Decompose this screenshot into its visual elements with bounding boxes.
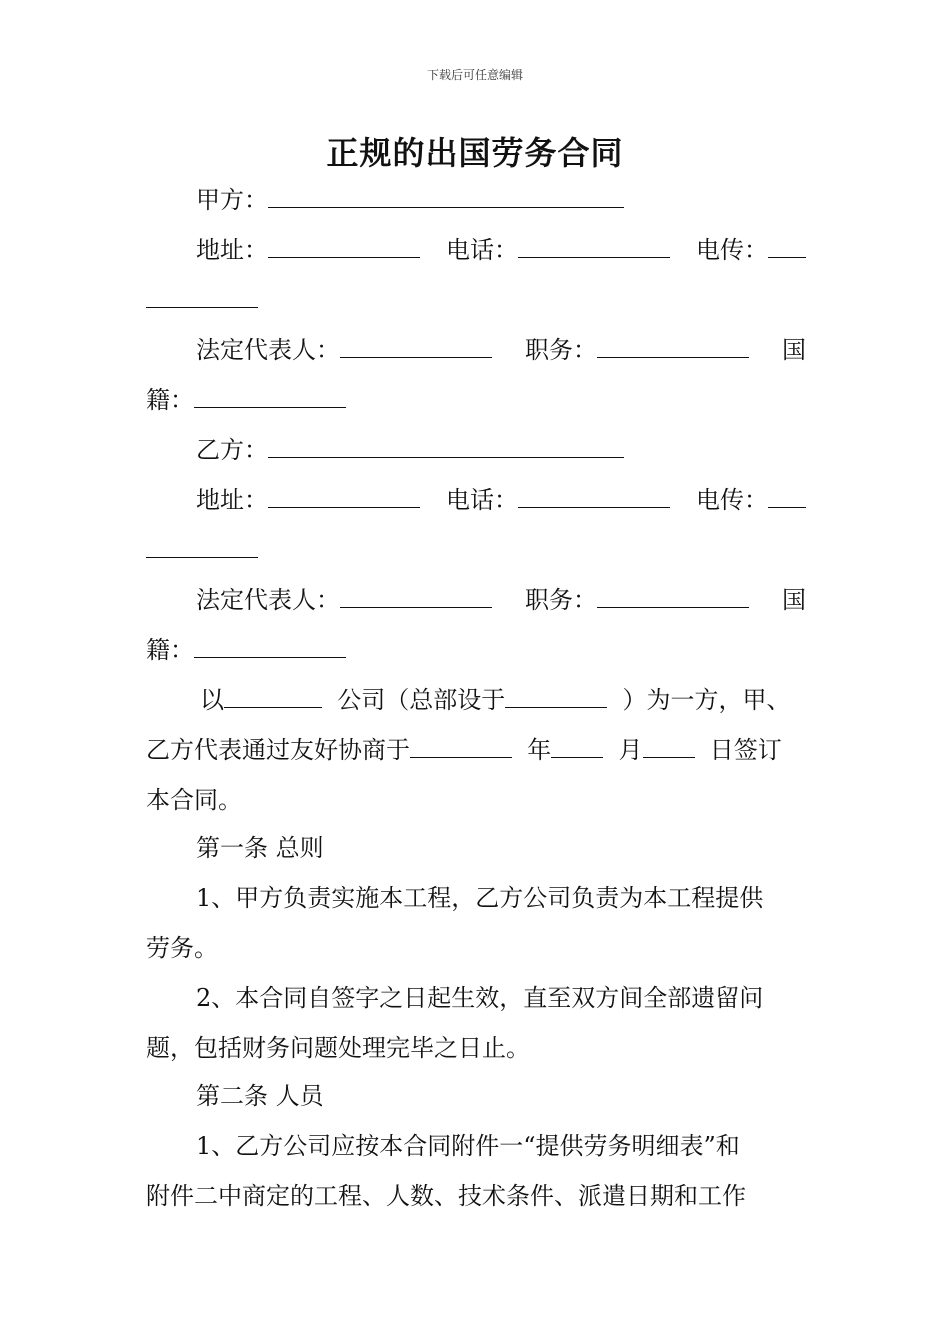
day-blank[interactable] xyxy=(643,735,695,758)
article-1-p1-line-1: 1、甲方负责实施本工程，乙方公司负责为本工程提供 xyxy=(196,884,764,912)
party-a-nation-line: 籍： xyxy=(146,384,810,416)
party-a-fax-continued xyxy=(146,284,810,316)
party-a-phone-blank[interactable] xyxy=(518,235,670,258)
party-a-position: 职务： xyxy=(525,334,749,366)
party-a-nation: 国 xyxy=(782,336,806,364)
party-b-nation-line: 籍： xyxy=(146,634,810,666)
party-b-line xyxy=(196,434,860,466)
document-title: 正规的出国劳务合同 xyxy=(326,134,624,172)
article-1-p1-line-2: 劳务。 xyxy=(146,934,218,962)
party-a-legal-rep: 法定代表人： xyxy=(196,334,492,366)
article-1-p2-line-2: 题，包括财务问题处理完毕之日止。 xyxy=(146,1034,530,1062)
party-b-nation-blank[interactable] xyxy=(194,635,346,658)
article-1-heading: 第一条 总则 xyxy=(196,834,324,862)
party-b-rep-blank[interactable] xyxy=(340,585,492,608)
party-a-rep-blank[interactable] xyxy=(340,335,492,358)
party-b-phone: 电话： xyxy=(446,484,670,516)
party-a-contact-line xyxy=(196,234,806,266)
party-b-fax-blank[interactable] xyxy=(768,485,806,508)
party-b-address-blank[interactable] xyxy=(268,485,420,508)
party-b-fax-continued xyxy=(146,534,810,566)
party-b-label: 乙方： xyxy=(196,436,268,464)
party-b-blank[interactable] xyxy=(268,435,624,458)
party-a-label: 甲方： xyxy=(196,186,268,214)
party-b-address: 地址： xyxy=(196,484,420,516)
party-a-nation-blank[interactable] xyxy=(194,385,346,408)
intro-line-3: 本合同。 xyxy=(146,786,242,814)
party-b-rep-line xyxy=(196,584,806,616)
year-blank[interactable] xyxy=(410,735,512,758)
party-a-fax-blank-2[interactable] xyxy=(146,285,258,308)
company-blank[interactable] xyxy=(224,685,322,708)
party-a-rep-line xyxy=(196,334,806,366)
page-header: 下载后可任意编辑 xyxy=(426,68,523,82)
party-a-fax-blank[interactable] xyxy=(768,235,806,258)
intro-line-1: 以 公司（总部设于 ）为一方，甲、 xyxy=(200,686,791,714)
article-2-heading: 第二条 人员 xyxy=(196,1082,324,1110)
party-b-phone-blank[interactable] xyxy=(518,485,670,508)
party-b-nation: 国 xyxy=(782,586,806,614)
article-2-p1-line-1: 1、乙方公司应按本合同附件一“提供劳务明细表”和 xyxy=(196,1132,740,1160)
party-b-contact-line xyxy=(196,484,806,516)
party-a-address-blank[interactable] xyxy=(268,235,420,258)
month-blank[interactable] xyxy=(551,735,603,758)
intro-line-2: 乙方代表通过友好协商于 年 月 日签订 xyxy=(146,736,782,764)
party-b-fax: 电传： xyxy=(696,484,806,516)
party-b-position-blank[interactable] xyxy=(597,585,749,608)
article-1-p2-line-1: 2、本合同自签字之日起生效，直至双方间全部遗留问 xyxy=(196,984,764,1012)
party-b-legal-rep: 法定代表人： xyxy=(196,584,492,616)
article-2-p1-line-2: 附件二中商定的工程、人数、技术条件、派遣日期和工作 xyxy=(146,1182,746,1210)
hq-blank[interactable] xyxy=(505,685,607,708)
party-a-position-blank[interactable] xyxy=(597,335,749,358)
party-a-address: 地址： xyxy=(196,234,420,266)
party-a-phone: 电话： xyxy=(446,234,670,266)
party-b-fax-blank-2[interactable] xyxy=(146,535,258,558)
party-a-blank[interactable] xyxy=(268,185,624,208)
party-a-line xyxy=(196,184,860,216)
party-a-fax: 电传： xyxy=(696,234,806,266)
party-b-position: 职务： xyxy=(525,584,749,616)
